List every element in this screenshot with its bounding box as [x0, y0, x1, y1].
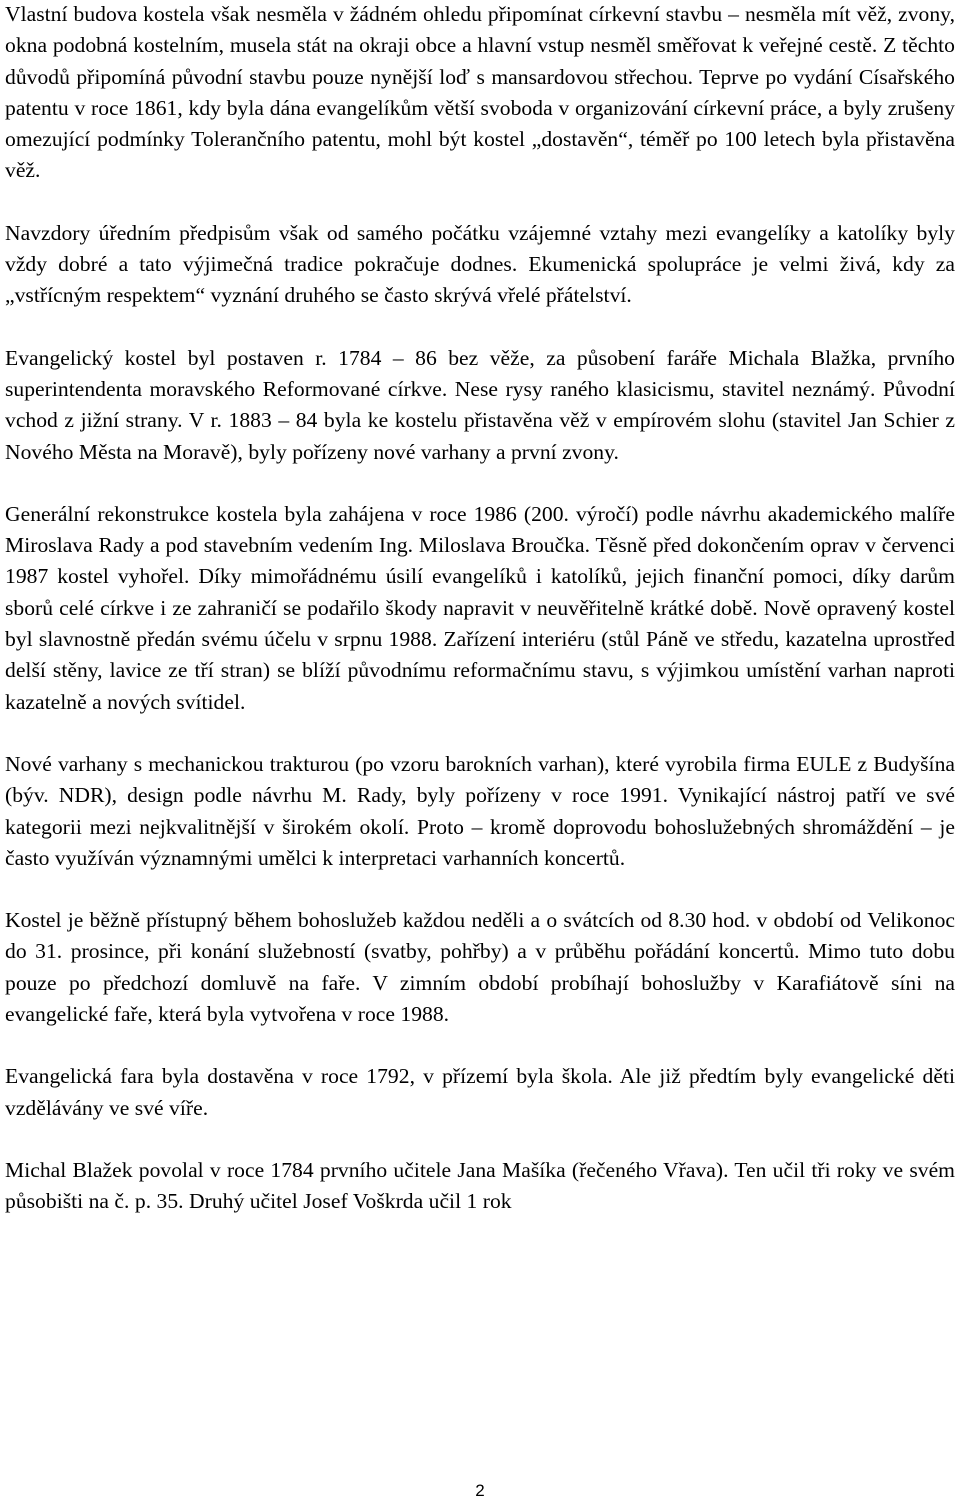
paragraph-church-construction: Evangelický kostel byl postaven r. 1784 – 86 bez věže, za působení faráře Michala Blažka, prvního superintendenta moravského Reformované církve. Nese rysy raného klasicismu, stavitel neznámý. Původní vchod z jižní strany. V r. 1883 – 84 byla ke kostelu přistavěna věž v empírovém slohu (stavitel Jan Schier z Nového Města na Moravě), byly pořízeny nové varhany a první zvony. — [5, 345, 955, 464]
paragraph-parsonage: Evangelická fara byla dostavěna v roce 1792, v přízemí byla škola. Ale již předtím byly evangelické děti vzdělávány ve své víře. — [5, 1064, 955, 1120]
page-number: 2 — [475, 1481, 485, 1500]
paragraph-organ: Nové varhany s mechanickou trakturou (po vzoru barokních varhan), které vyrobila firma EULE z Budyšína (býv. NDR), design podle návrhu M. Rady, byly pořízeny v roce 1991. Vynikající nástroj patří ve své kategorii mezi nejkvalitnější v širokém okolí. Proto – kromě doprovodu bohoslužebných shromáždění – je často využíván významnými umělci k interpretaci varhanních koncertů. — [5, 751, 955, 870]
paragraph-ecumenical-relations: Navzdory úředním předpisům však od samého počátku vzájemné vztahy mezi evangelíky a katolíky byly vždy dobré a tato výjimečná tradice pokračuje dodnes. Ekumenická spolupráce je velmi živá, kdy za „vstřícným respektem“ vyznání druhého se často skrývá vřelé přátelství. — [5, 220, 955, 308]
document-page — [5, 0, 955, 1218]
paragraph-opening-hours: Kostel je běžně přístupný během bohoslužeb každou neděli a o svátcích od 8.30 hod. v období od Velikonoc do 31. prosince, při konání služebností (svatby, pohřby) a v průběhu pořádání koncertů. Mimo tuto dobu pouze po předchozí domluvě na faře. V zimním období probíhají bohoslužby v Karafiátově síni na evangelické faře, která byla vytvořena v roce 1988. — [5, 908, 955, 1027]
paragraph-reconstruction: Generální rekonstrukce kostela byla zahájena v roce 1986 (200. výročí) podle návrhu akademického malíře Miroslava Rady a pod stavebním vedením Ing. Miloslava Broučka. Těsně před dokončením oprav v červenci 1987 kostel vyhořel. Díky mimořádnému úsilí evangelíků i katolíků, jejich finanční pomoci, díky darům sborů celé církve i ze zahraničí se podařilo škody napravit v neuvěřitelně krátké době. Nově opravený kostel byl slavnostně předán svému účelu v srpnu 1988. Zařízení interiéru (stůl Páně ve středu, kazatelna uprostřed delší stěny, lavice ze tří stran) se blíží původnímu reformačnímu stavu, s výjimkou umístění varhan naproti kazatelně a nových svítidel. — [5, 501, 955, 714]
paragraph-teachers: Michal Blažek povolal v roce 1784 prvního učitele Jana Mašíka (řečeného Vřava). Ten učil tři roky ve svém působišti na č. p. 35. Druhý učitel Josef Voškrda učil 1 rok — [5, 1157, 955, 1214]
paragraph-church-building: Vlastní budova kostela však nesměla v žádném ohledu připomínat církevní stavbu – nesměla mít věž, zvony, okna podobná kostelním, musela stát na okraji obce a hlavní vstup nesměl směřovat k veřejné cestě. Z těchto důvodů připomíná původní stavbu pouze nynější loď s mansardovou střechou. Teprve po vydání Císařského patentu v roce 1861, kdy byla dána evangelíkům větší svoboda v organizování církevní práce, a byly zrušeny omezující podmínky Tolerančního patentu, mohl být kostel „dostavěn“, téměř po 100 letech byla přistavěna věž. — [5, 2, 955, 183]
